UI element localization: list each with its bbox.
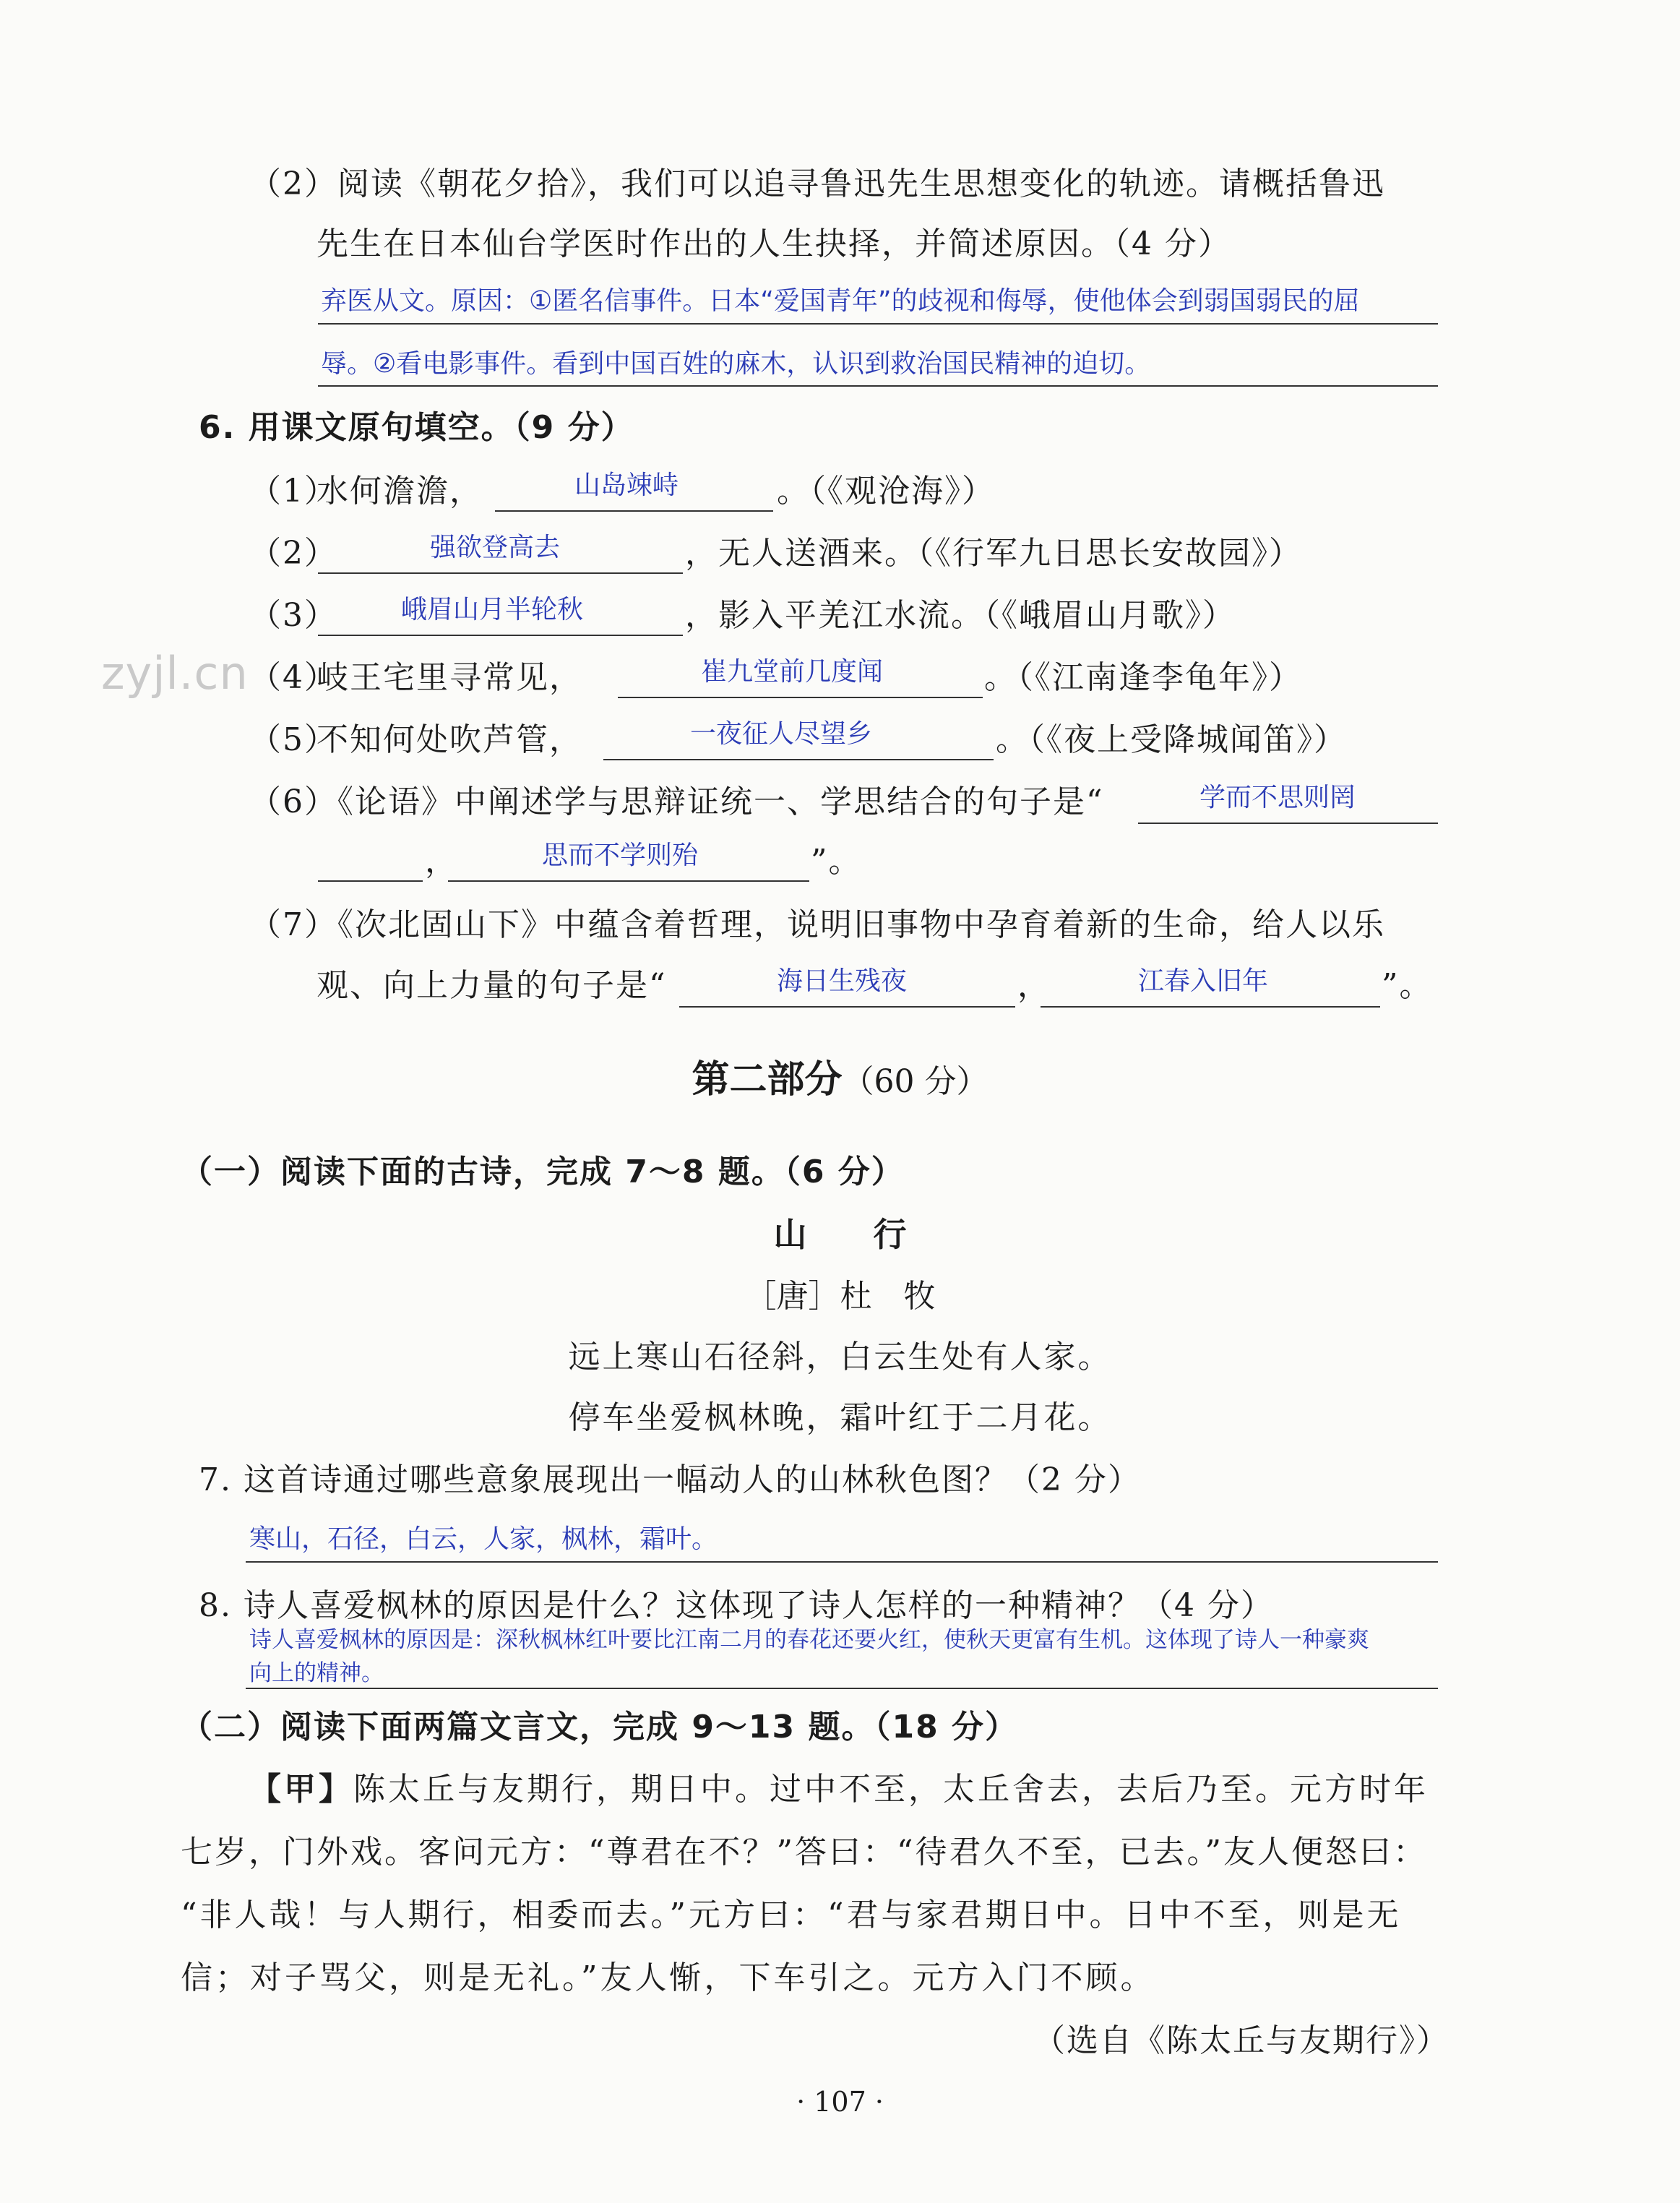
q6-1-post: 。（《观沧海》） <box>777 473 995 510</box>
poem-author: ［唐］杜 牧 <box>744 1278 936 1315</box>
q6-7-line1: （7）《次北固山下》中蕴含着哲理，说明旧事物中孕育着新的生命，给人以乐 <box>249 906 1385 943</box>
q6-6-answer1: 学而不思则罔 <box>1199 783 1356 812</box>
q5-2-answer-line1: 弃医从文。原因：①匿名信事件。日本“爱国青年”的歧视和侮辱，使他体会到弱国弱民的屈 <box>321 286 1360 316</box>
section2-line2: 七岁，门外戏。客问元方：“尊君在不？”答曰：“待君久不至，已去。”友人便怒曰： <box>181 1834 1427 1871</box>
section1-title: （一）阅读下面的古诗，完成 7～8 题。（6 分） <box>181 1154 905 1190</box>
section2-text1: 陈太丘与友期行，期日中。过中不至，太丘舍去，去后乃至。元方时年 <box>353 1771 1429 1808</box>
fill-blank <box>318 880 423 882</box>
q6-7-line2: 观、向上力量的句子是“ <box>316 967 667 1004</box>
q6-1-answer: 山岛竦峙 <box>574 471 679 500</box>
q8-question: 8. 诗人喜爱枫林的原因是什么？这体现了诗人怎样的一种精神？（4 分） <box>199 1587 1274 1624</box>
fill-blank <box>1138 823 1438 824</box>
poem-line1: 远上寒山石径斜，白云生处有人家。 <box>568 1339 1112 1375</box>
section2-line3: “非人哉！与人期行，相委而去。”元方曰：“君与家君期日中。日中不至，则是无 <box>181 1897 1402 1933</box>
fill-blank <box>318 572 683 574</box>
q6-1-pre: 水何澹澹， <box>316 473 483 510</box>
q6-5-pre: 不知何处吹芦管， <box>316 721 582 758</box>
q6-2-num: （2） <box>249 535 337 572</box>
q6-6-answer2: 思而不学则殆 <box>542 841 699 870</box>
section2-line4: 信；对子骂父，则是无礼。”友人惭，下车引之。元方入门不顾。 <box>181 1959 1155 1996</box>
fill-blank <box>318 635 683 636</box>
q5-2-line1: （2）阅读《朝花夕拾》，我们可以追寻鲁迅先生思想变化的轨迹。请概括鲁迅 <box>249 166 1385 202</box>
section2-line1 <box>249 1768 1429 1811</box>
q6-7-comma: ， <box>1017 967 1051 1004</box>
q7-question: 7. 这首诗通过哪些意象展现出一幅动人的山林秋色图？（2 分） <box>199 1461 1141 1498</box>
q6-title: 6. 用课文原句填空。（9 分） <box>199 409 634 446</box>
fill-blank <box>603 759 994 760</box>
answer-rule <box>318 385 1438 387</box>
q5-2-line2: 先生在日本仙台学医时作出的人生抉择，并简述原因。（4 分） <box>316 226 1231 262</box>
answer-rule <box>246 1688 1438 1689</box>
part2-heading <box>0 1054 1680 1108</box>
q6-4-pre: 岐王宅里寻常见， <box>316 659 582 696</box>
jia-label: 【甲】 <box>249 1771 353 1808</box>
fill-blank <box>448 880 809 882</box>
part2-title: 第二部分 <box>692 1058 843 1102</box>
q6-1-num: （1） <box>249 473 337 510</box>
poem-line2: 停车坐爱枫林晚，霜叶红于二月花。 <box>568 1399 1112 1436</box>
q6-5-answer: 一夜征人尽望乡 <box>690 719 873 749</box>
section2-source: （选自《陈太丘与友期行》） <box>1033 2022 1449 2059</box>
q6-3-num: （3） <box>249 597 337 634</box>
q6-2-answer: 强欲登高去 <box>430 533 561 562</box>
q6-5-post: 。（《夜上受降城闻笛》） <box>996 721 1347 758</box>
fill-blank <box>495 510 773 512</box>
fill-blank <box>1041 1006 1380 1008</box>
q8-answer-line1: 诗人喜爱枫林的原因是：深秋枫林红叶要比江南二月的春花还要火红，使秋天更富有生机。这体现了诗人一种豪爽 <box>249 1627 1369 1653</box>
q6-6-line1: （6）《论语》中阐述学与思辩证统一、学思结合的句子是“ <box>249 783 1104 820</box>
q6-5-num: （5） <box>249 721 337 758</box>
section2-title: （二）阅读下面两篇文言文，完成 9～13 题。（18 分） <box>181 1709 1019 1745</box>
q6-4-answer: 崔九堂前几度闻 <box>701 657 884 687</box>
answer-rule <box>318 323 1438 325</box>
q7-answer: 寒山，石径，白云，人家，枫林，霜叶。 <box>249 1524 718 1554</box>
q6-4-num: （4） <box>249 659 337 696</box>
q6-3-post: ，影入平羌江水流。（《峨眉山月歌》） <box>685 597 1236 634</box>
answer-rule <box>246 1561 1438 1563</box>
q6-7-answer1: 海日生残夜 <box>777 966 908 996</box>
q8-answer-line2: 向上的精神。 <box>249 1660 384 1686</box>
part2-score: （60 分） <box>842 1063 988 1100</box>
q6-3-answer: 峨眉山月半轮秋 <box>401 595 584 624</box>
q6-4-post: 。（《江南逢李龟年》） <box>984 659 1302 696</box>
q6-6-comma: ， <box>425 843 458 880</box>
q5-2-answer-line2: 辱。②看电影事件。看到中国百姓的麻木，认识到救治国民精神的迫切。 <box>321 349 1151 379</box>
q6-7-end: ”。 <box>1382 967 1433 1004</box>
q6-7-answer2: 江春入旧年 <box>1138 966 1269 996</box>
poem-title: 山 行 <box>773 1215 907 1254</box>
q6-2-post: ，无人送酒来。（《行军九日思长安故园》） <box>685 535 1302 572</box>
fill-blank <box>679 1006 1015 1008</box>
fill-blank <box>618 697 983 698</box>
page-number: · 107 · <box>796 2086 884 2118</box>
watermark: zyjl.cn <box>101 647 249 700</box>
q6-6-end: ”。 <box>811 843 862 880</box>
